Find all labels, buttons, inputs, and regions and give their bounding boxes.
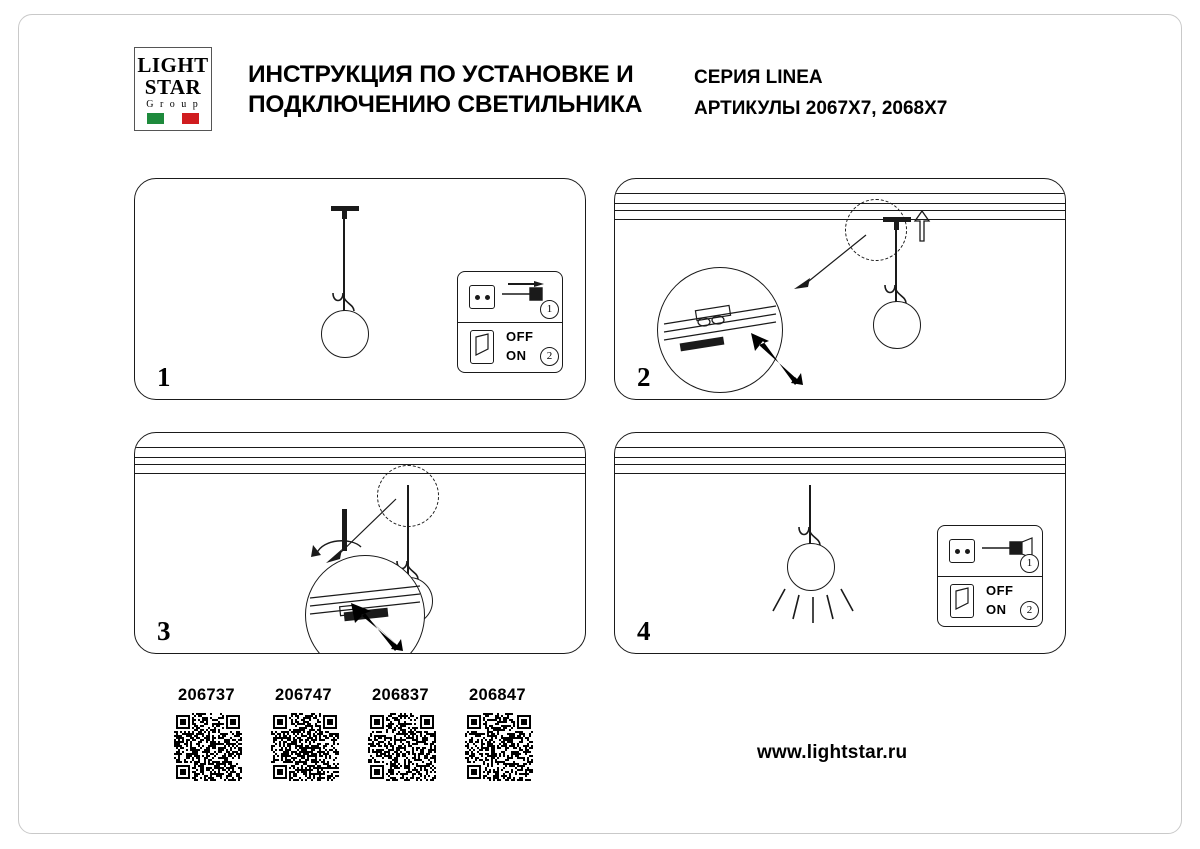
badge-1: 1 [1020, 554, 1039, 573]
on-label: ON [506, 348, 527, 363]
article-code: 206737 [178, 686, 235, 704]
website-url: www.lightstar.ru [757, 742, 908, 763]
step-1-number: 1 [157, 362, 171, 392]
series-info [694, 62, 1114, 124]
qr-code [174, 713, 242, 781]
leader-line [790, 231, 870, 291]
qr-code [465, 713, 533, 781]
step-2-panel [614, 178, 1066, 400]
logo-line-2: STAR [144, 75, 202, 99]
light-rays-icon [767, 585, 859, 631]
qr-code [368, 713, 436, 781]
power-symbol-box [937, 525, 1043, 627]
code-item [174, 686, 284, 781]
step-2-number: 2 [637, 362, 651, 392]
series-label: СЕРИЯ LINEA [694, 67, 823, 88]
power-symbol-box [457, 271, 563, 373]
push-arrow-icon [347, 601, 403, 651]
badge-2: 2 [540, 347, 559, 366]
articles-label: АРТИКУЛЫ 2067X7, 2068X7 [694, 98, 948, 119]
step-3-number: 3 [157, 616, 171, 646]
article-code: 206847 [469, 686, 526, 704]
step-4-number: 4 [637, 616, 651, 646]
switch-icon [950, 584, 974, 618]
logo-line-1: LIGHT [137, 53, 209, 77]
logo-line-3: G r o u p [146, 99, 200, 110]
brand-logo [134, 47, 212, 131]
step-4-panel [614, 432, 1066, 654]
italian-flag-icon [147, 113, 199, 124]
page-title: ИНСТРУКЦИЯ ПО УСТАНОВКЕ И ПОДКЛЮЧЕНИЮ СВЕТИЛЬНИКА [248, 61, 643, 118]
code-item [465, 686, 575, 781]
code-item [368, 686, 478, 781]
step-3-panel [134, 432, 586, 654]
socket-icon [949, 539, 975, 563]
push-arrow-icon [747, 329, 803, 385]
qr-code [271, 713, 339, 781]
off-label: OFF [506, 329, 534, 344]
socket-icon [469, 285, 495, 309]
step-1-panel [134, 178, 586, 400]
article-code: 206747 [275, 686, 332, 704]
article-code: 206837 [372, 686, 429, 704]
up-arrow-icon [913, 209, 931, 243]
on-label: ON [986, 602, 1007, 617]
code-item [271, 686, 381, 781]
switch-icon [470, 330, 494, 364]
badge-1: 1 [540, 300, 559, 319]
badge-2: 2 [1020, 601, 1039, 620]
off-label: OFF [986, 583, 1014, 598]
